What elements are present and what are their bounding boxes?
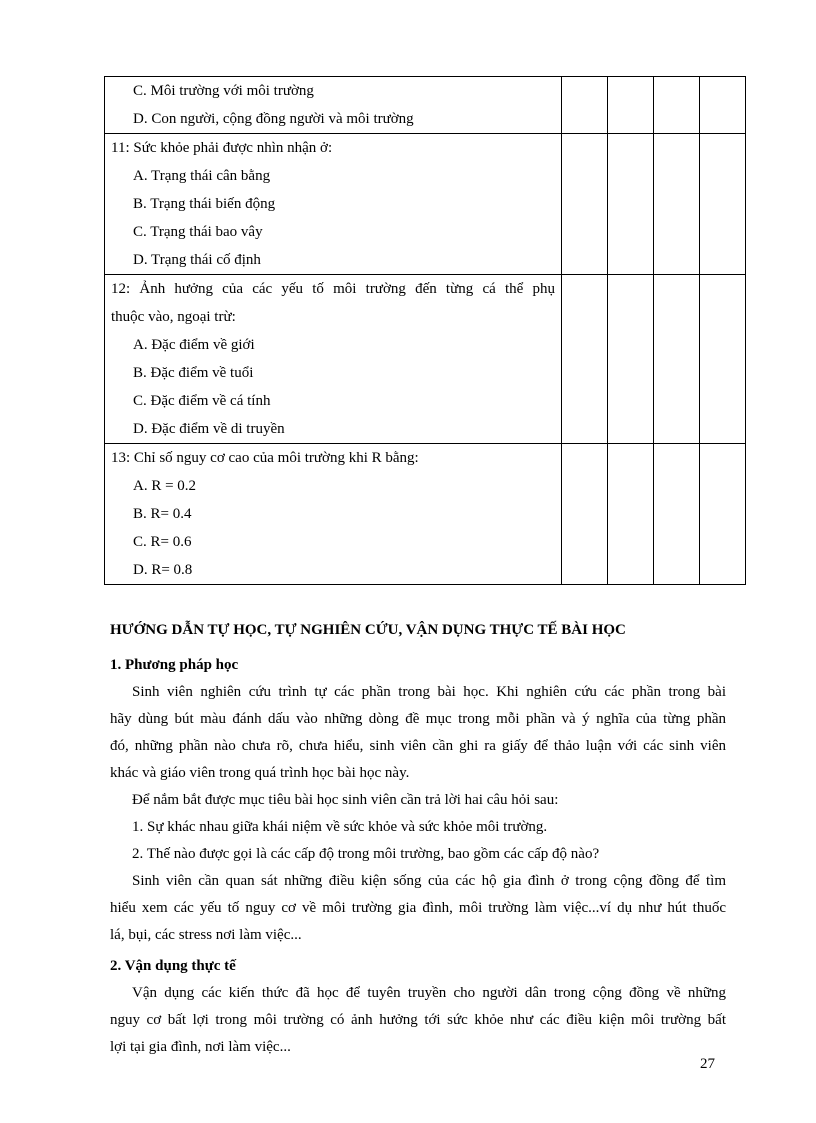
paragraph-line: lợi tại gia đình, nơi làm việc...	[110, 1039, 291, 1055]
section-heading-practice: 2. Vận dụng thực tế	[110, 958, 236, 974]
answer-option: A. Đặc điểm về giới	[133, 337, 255, 353]
answer-option: C. Đặc điểm về cá tính	[133, 393, 271, 409]
answer-option: C. R= 0.6	[133, 534, 192, 550]
table-row	[105, 134, 746, 275]
section-heading-method: 1. Phương pháp học	[110, 657, 239, 673]
answer-option: A. Trạng thái cân bằng	[133, 168, 271, 184]
paragraph-line: Vận dụng các kiến thức đã học để tuyên truyền cho người dân trong cộng đồng về những	[132, 985, 726, 1001]
guide-title: HƯỚNG DẪN TỰ HỌC, TỰ NGHIÊN CỨU, VẬN DỤNG THỰC TẾ BÀI HỌC	[110, 622, 626, 638]
answer-box-b[interactable]	[608, 77, 654, 134]
quiz-table	[104, 76, 746, 585]
answer-option: B. Trạng thái biến động	[133, 196, 276, 212]
question-cell	[105, 77, 562, 134]
paragraph-line: lá, bụi, các stress nơi làm việc...	[110, 927, 302, 943]
question-text: 13: Chỉ số nguy cơ cao của môi trường khi R bằng:	[111, 450, 419, 466]
guide-section	[110, 617, 726, 1061]
answer-box-c[interactable]	[654, 77, 700, 134]
answer-box-c[interactable]	[654, 444, 700, 585]
answer-box-a[interactable]	[562, 444, 608, 585]
question-cell	[105, 134, 562, 275]
answer-box-d[interactable]	[700, 444, 746, 585]
question-text: 11: Sức khỏe phải được nhìn nhận ở:	[111, 140, 333, 156]
answer-option: D. R= 0.8	[133, 562, 193, 578]
answer-box-b[interactable]	[608, 275, 654, 444]
answer-box-b[interactable]	[608, 134, 654, 275]
answer-option: D. Trạng thái cố định	[133, 252, 261, 268]
answer-option: B. Đặc điểm về tuổi	[133, 365, 254, 381]
answer-box-c[interactable]	[654, 275, 700, 444]
answer-option: A. R = 0.2	[133, 478, 197, 494]
paragraph-line: hiểu xem các yếu tố nguy cơ về môi trường gia đình, môi trường làm việc...ví dụ như hút thuốc	[110, 900, 726, 916]
paragraph-line: nguy cơ bất lợi trong môi trường có ảnh hưởng tới sức khỏe như các điều kiện môi trường bất	[110, 1012, 726, 1028]
page-number: 27	[700, 1056, 715, 1072]
answer-box-a[interactable]	[562, 77, 608, 134]
answer-box-c[interactable]	[654, 134, 700, 275]
table-row	[105, 444, 746, 585]
answer-box-d[interactable]	[700, 275, 746, 444]
answer-box-a[interactable]	[562, 134, 608, 275]
answer-box-b[interactable]	[608, 444, 654, 585]
answer-option: D. Đặc điểm về di truyền	[133, 421, 285, 437]
answer-box-a[interactable]	[562, 275, 608, 444]
table-row	[105, 77, 746, 134]
answer-option: C. Trạng thái bao vây	[133, 224, 263, 240]
question-cell	[105, 444, 562, 585]
question-cell	[105, 275, 562, 444]
answer-option: D. Con người, cộng đồng người và môi trường	[133, 111, 414, 127]
question-text-cont: thuộc vào, ngoại trừ:	[111, 309, 236, 325]
paragraph-line: đó, những phần nào chưa rõ, chưa hiểu, sinh viên cần ghi ra giấy để thảo luận với các sinh viên	[110, 738, 726, 754]
answer-option: B. R= 0.4	[133, 506, 192, 522]
paragraph-line: Sinh viên cần quan sát những điều kiện sống của các hộ gia đình ở trong cộng đồng để tìm	[132, 873, 726, 889]
paragraph: Để nắm bắt được mục tiêu bài học sinh viên cần trả lời hai câu hỏi sau:	[132, 792, 559, 808]
study-question: 2. Thế nào được gọi là các cấp độ trong môi trường, bao gồm các cấp độ nào?	[132, 846, 600, 862]
answer-box-d[interactable]	[700, 77, 746, 134]
paragraph-line: Sinh viên nghiên cứu trình tự các phần trong bài học. Khi nghiên cứu các phần trong bài	[132, 684, 726, 700]
paragraph-line: khác và giáo viên trong quá trình học bài học này.	[110, 765, 410, 781]
answer-option: C. Môi trường với môi trường	[133, 83, 314, 99]
paragraph-line: hãy dùng bút màu đánh dấu vào những dòng đề mục trong mỗi phần và ý nghĩa của từng phần	[110, 711, 726, 727]
study-question: 1. Sự khác nhau giữa khái niệm về sức khỏe và sức khỏe môi trường.	[132, 819, 548, 835]
question-text: 12: Ảnh hưởng của các yếu tố môi trường đến từng cá thể phụ	[111, 281, 555, 297]
answer-box-d[interactable]	[700, 134, 746, 275]
table-row	[105, 275, 746, 444]
